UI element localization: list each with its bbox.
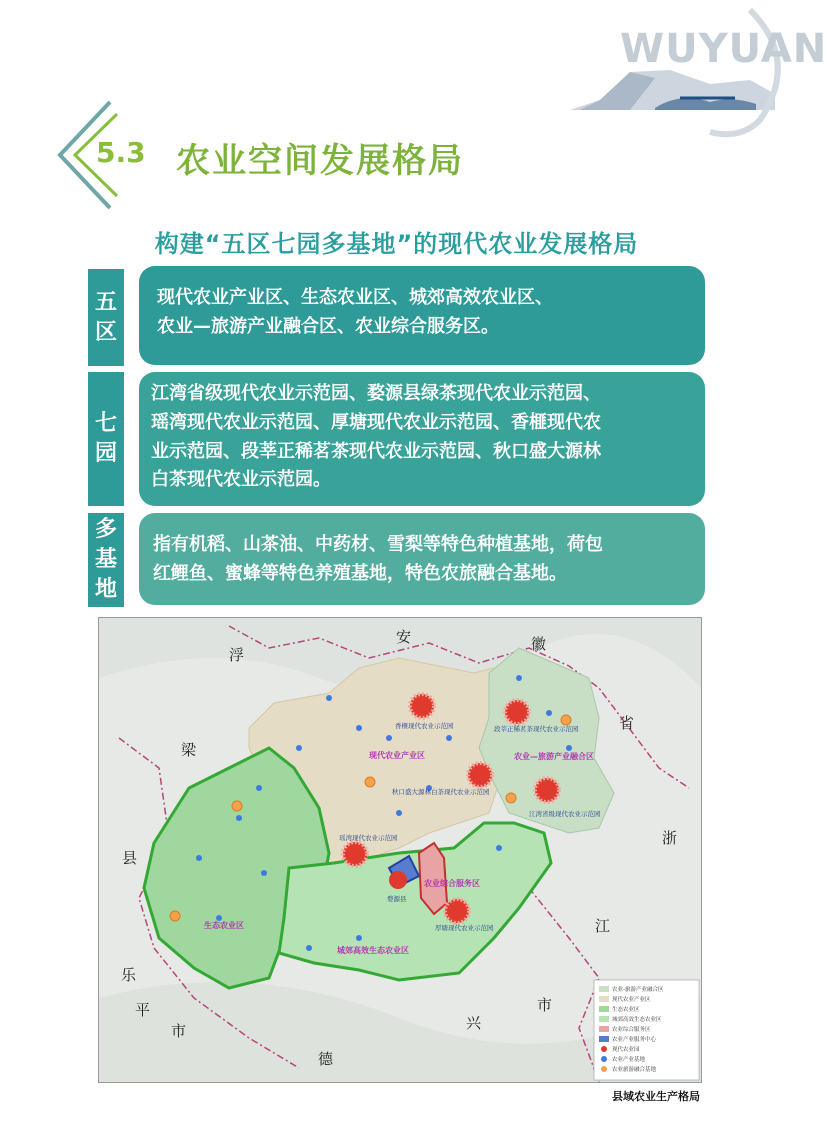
map-label-xian: 县 — [122, 849, 138, 867]
zone-label: 农业—旅游产业融合区 — [514, 752, 594, 761]
row-tag-char: 园 — [94, 441, 117, 466]
map-label-de: 德 — [318, 1050, 334, 1068]
map-label-ping: 平 — [135, 1001, 151, 1019]
legend-item: 现代农业产业区 — [612, 997, 651, 1003]
park-label: 江湾省级现代农业示范园 — [529, 810, 601, 818]
row-tag-char: 基 — [94, 547, 117, 573]
legend-item: 农业产业服务中心 — [612, 1037, 657, 1043]
row-tag-five-zones — [88, 269, 124, 366]
legend-item: 生态农业区 — [612, 1007, 640, 1013]
section-number: 5.3 — [96, 136, 146, 169]
row-text-line: 指有机稻、山茶油、中药材、雪梨等特色种植基地，荷包 — [153, 534, 603, 555]
map-label-shi2: 市 — [537, 996, 553, 1014]
page-subtitle: 构建“五区七园多基地”的现代农业发展格局 — [154, 230, 639, 258]
zone-label: 农业综合服务区 — [424, 879, 480, 888]
park-label: 秋口盛大源林白茶现代农业示范园 — [392, 788, 490, 796]
legend-item: 农业旅游融合基地 — [612, 1067, 657, 1073]
legend-item: 城郊高效生态农业区 — [612, 1017, 662, 1023]
county-agriculture-map — [98, 617, 702, 1083]
legend-item: 农业产业基地 — [612, 1057, 646, 1063]
row-box-five-zones — [139, 266, 705, 365]
legend-item: 现代农业园 — [612, 1047, 640, 1053]
row-tag-multi-bases — [88, 513, 124, 607]
map-label-liang: 梁 — [181, 741, 197, 759]
row-text-line: 业示范园、段莘正稀茗茶现代农业示范园、秋口盛大源林 — [151, 440, 601, 462]
row-text-line: 现代农业产业区、生态农业区、城郊高效农业区、 — [157, 287, 553, 308]
row-tag-char: 七 — [94, 411, 117, 437]
row-text-line: 红鲤鱼、蜜蜂等特色养殖基地，特色农旅融合基地。 — [153, 562, 567, 584]
park-label: 婺源县 — [387, 895, 407, 903]
park-label: 厚塘现代农业示范园 — [435, 924, 494, 932]
map-label-jiang: 江 — [595, 917, 611, 935]
park-label: 段莘正稀茗茶现代农业示范园 — [494, 725, 579, 733]
row-box-multi-bases — [139, 513, 705, 605]
map-label-hui: 徽 — [531, 635, 547, 653]
zone-label: 现代农业产业区 — [369, 751, 425, 760]
row-box-seven-parks — [139, 372, 705, 506]
map-label-shi1: 市 — [171, 1022, 187, 1040]
legend-item: 农业-旅游产业融合区 — [612, 987, 664, 993]
row-text-line: 江湾省级现代农业示范园、婺源县绿茶现代农业示范园、 — [151, 383, 601, 404]
map-canvas — [99, 618, 701, 1082]
map-legend — [594, 980, 699, 1080]
zone-label: 城郊高效生态农业区 — [337, 946, 409, 955]
row-tag-seven-parks — [88, 372, 124, 506]
row-text-line: 农业—旅游产业融合区、农业综合服务区。 — [157, 315, 499, 337]
row-tag-char: 多 — [94, 517, 117, 543]
map-label-zhe: 浙 — [662, 829, 678, 847]
brand-wordmark: WUYUAN — [620, 26, 827, 72]
map-label-xing: 兴 — [466, 1014, 482, 1032]
map-label-an: 安 — [396, 628, 412, 646]
row-tag-char: 五 — [94, 289, 117, 315]
section-title: 农业空间发展格局 — [176, 141, 464, 181]
park-label: 香榧现代农业示范园 — [395, 722, 454, 730]
row-text-line: 瑶湾现代农业示范园、厚塘现代农业示范园、香榧现代农 — [151, 411, 601, 433]
row-tag-char: 地 — [94, 576, 117, 602]
row-text-line: 白茶现代农业示范园。 — [151, 469, 331, 491]
map-label-fu: 浮 — [229, 646, 245, 664]
zone-label: 生态农业区 — [204, 921, 244, 930]
legend-item: 农业综合服务区 — [612, 1027, 651, 1033]
map-label-le: 乐 — [121, 966, 137, 984]
map-caption: 县域农业生产格局 — [612, 1090, 700, 1103]
row-tag-char: 区 — [94, 319, 117, 345]
park-label: 瑶湾现代农业示范园 — [339, 834, 398, 842]
map-label-sheng: 省 — [619, 714, 635, 732]
